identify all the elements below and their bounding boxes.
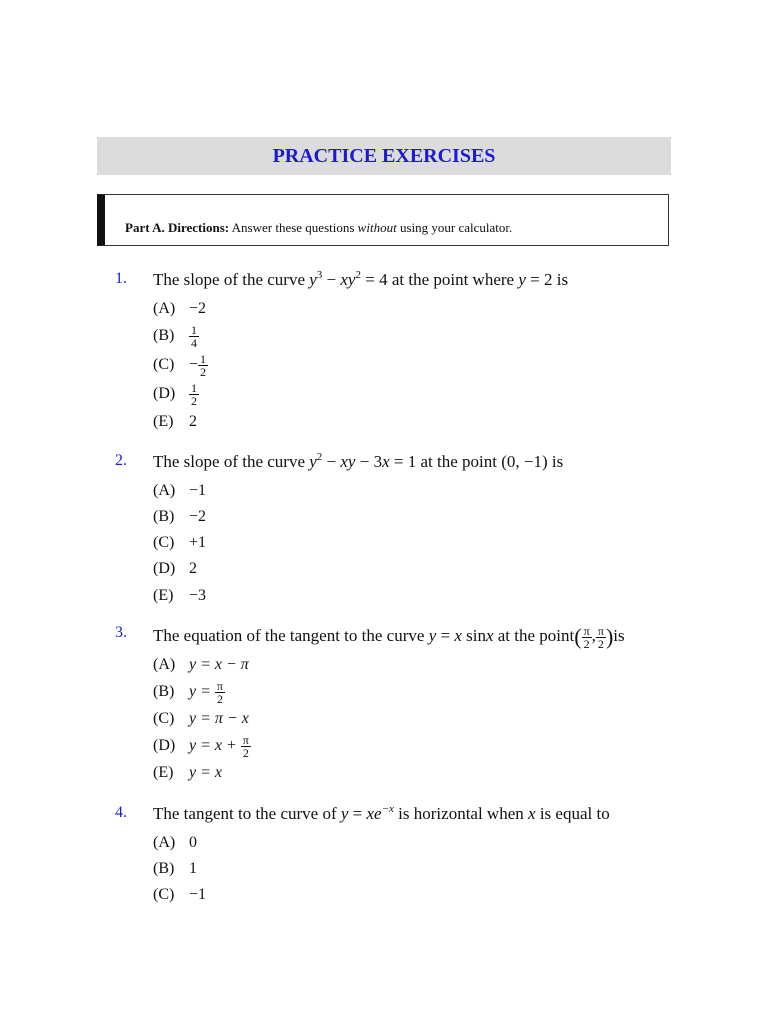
question-stem: The equation of the tangent to the curve y = x sinx at the point( $\frac{\pi}{2}$ , $\frac{\pi}{2}$ )is	[153, 623, 625, 651]
question-stem: The slope of the curve $y^3 - xy^2 = 4$ at the point where y = 2 is	[153, 269, 569, 289]
choice-4a: (A) 0	[153, 834, 197, 851]
choice-1d: (D) $\frac{1}{2}$	[153, 380, 197, 408]
question-number: 4.	[115, 804, 127, 821]
title-bar	[97, 137, 671, 175]
choice-2d: (D) 2	[153, 560, 197, 577]
choice-3e: (E) y = x	[153, 764, 222, 781]
directions-box	[97, 194, 669, 246]
page-title: PRACTICE EXERCISES	[272, 145, 496, 167]
choice-2c: (C) +1	[153, 534, 207, 551]
choice-3c: (C) y = π − x	[153, 710, 249, 727]
choice-1c: (C) − $\frac{1}{2}$	[153, 351, 207, 379]
choice-3b: (B) y = $\frac{\pi}{2}$	[153, 678, 223, 706]
directions-text: Answer these questions	[231, 220, 355, 235]
choice-3a: (A) y = x − π	[153, 656, 249, 673]
question-stem: The slope of the curve $y^2$ − xy − 3x = 1 at the point (0, −1) is	[153, 451, 564, 471]
question-number: 2.	[115, 452, 127, 469]
choice-4b: (B) 1	[153, 860, 197, 877]
choice-1e: (E) 2	[153, 413, 197, 430]
question-stem: The tangent to the curve of $y = xe^{-x}$ is horizontal when x is equal to	[153, 803, 610, 823]
choice-2b: (B) −2	[153, 508, 207, 525]
choice-3d: (D) y = x + $\frac{\pi}{2}$	[153, 732, 249, 760]
directions-text-end: using your calculator.	[399, 220, 513, 235]
directions-emphasis: without	[357, 220, 397, 235]
directions-label: Part A. Directions:	[125, 220, 230, 235]
choice-2e: (E) −3	[153, 587, 207, 604]
choice-1b: (B) $\frac{1}{4}$	[153, 322, 197, 350]
question-number: 1.	[115, 270, 127, 287]
question-number: 3.	[115, 624, 127, 641]
choice-4c: (C) −1	[153, 886, 207, 903]
choice-1a: (A) −2	[153, 300, 207, 317]
choice-2a: (A) −1	[153, 482, 207, 499]
